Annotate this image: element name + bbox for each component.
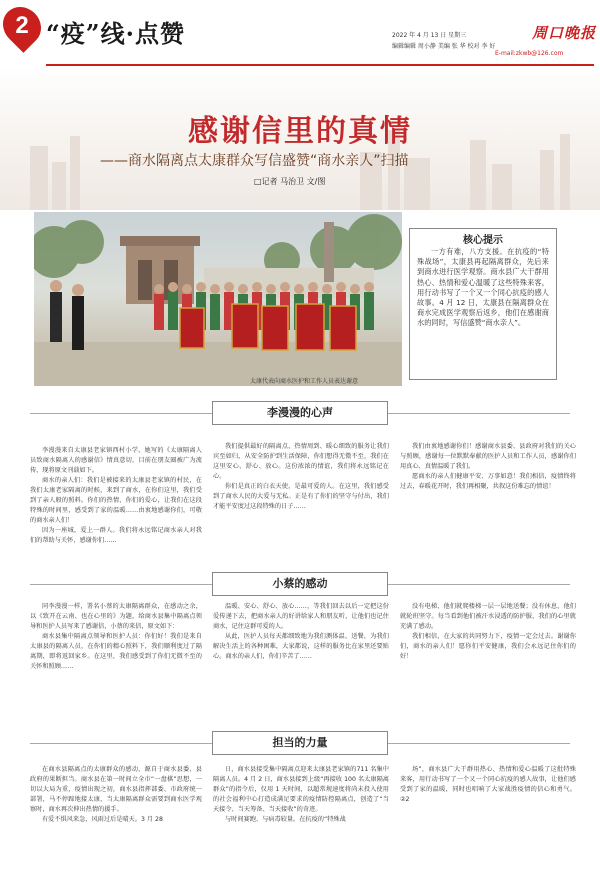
paragraph: 没有电梯，他们就爬楼梯一层一层地送餐；没有休息，他们就轮班坚守。每当看到他们被汗水浸透的防护服，我们的心里就充满了感动。: [400, 603, 576, 630]
paragraph: 你们是真正的白衣天使，是最可爱的人。在这里，我们感受到了商水人民的大爱与无私。正是有了你们的坚守与付出，我们才能平安度过这段特殊的日子……: [213, 483, 389, 510]
paragraph: 因为一座城，爱上一群人。我们将永远铭记商水亲人对我们的帮助与关怀，感谢你们……: [30, 527, 202, 544]
paragraph: 我们由衷地感谢你们！感谢商水县委、县政府对我们的关心与照顾，感谢每一位默默奉献的医护人员和工作人员，感谢你们用真心、真情温暖了我们。: [400, 443, 576, 470]
section-title: “疫”线·点赞: [46, 19, 185, 48]
section-2-column-3: [400, 602, 576, 720]
paragraph: 与时间赛跑、与病毒较量。在抗疫的“特殊战: [225, 816, 346, 823]
page-number: 2: [15, 12, 29, 39]
section-1-column-1: [30, 446, 202, 602]
byline: □记者 马治卫 文/图: [254, 177, 326, 186]
photo-caption: 太康代表向商水医护和工作人员表达谢意: [250, 378, 359, 385]
section-title-3: 担当的力量: [212, 731, 388, 755]
newspaper-logo: 周口晚报: [532, 24, 597, 42]
paragraph: 同李漫漫一样，署名小蔡的太康隔离群众，在感动之余，以《致开在云南、也在心里的》为题，给商水县集中隔离点领导和医护人员写来了感谢信，小蔡的来信，原文如下：: [30, 603, 202, 630]
paragraph: 商水县集中隔离点领导和医护人员：你们好！我们是来自太康县的隔离人员，在你们的精心照料下，我们顺利度过了隔离期，即将返回家乡。在这里，我们感受到了你们无微不至的关怀和照顾……: [30, 633, 202, 670]
core-tips-text: 一方有难，八方支援。在抗疫的“特殊战场”，太康县再起隔离群众，先后来到商水进行医学观察。商水县广大干群用热心、热情和爱心温暖了这些特殊来客，用行动书写了一个又一个同心抗疫的感人故事。4 月 12 日，太康县在隔离群众在商水完成医学观察后返乡，他们在感谢商水的同时，写信盛赞“商水亲人”。: [417, 247, 549, 328]
section-1-column-3: [400, 442, 576, 582]
staff-credits: 编辑编辑 周小静 美编 张 华 校对 李 好: [392, 43, 496, 50]
paragraph: 在商水县隔离点的太康群众的感动，源自于商水县委、县政府的果断担当。商水县在第一时间立全市“一盘棋”思想，一切以大局为重，疫情出现之初，商水县指挥部委、市政府统一部署，马不停蹄地接太康，当太康隔离群众需要到商水医学观察时，商水再次伸出热情的援手。: [30, 766, 202, 813]
paragraph: 有爱不惧风来急，风雨过后是晴天。3 月 28: [42, 816, 163, 823]
core-tips-title: 核心提示: [463, 235, 503, 246]
paragraph: 我们相信，在大家的共同努力下，疫情一定会过去。谢谢你们，商水的亲人们！愿你们平安健康，我们会永远记住你们的好！: [400, 633, 576, 660]
section-3-column-1: [30, 765, 202, 887]
paragraph: 从此，医护人员每天都细致地为我们测体温、送餐，为我们解决生活上的各种困难，大家都说，这样的服务比在家里还要贴心。商水的亲人们，你们辛苦了……: [213, 633, 389, 660]
section-1-column-2: [213, 442, 389, 582]
issue-date: 2022 年 4 月 13 日 星期三: [392, 32, 467, 39]
paragraph: 愿商水的亲人们健康平安、万事如意！我们相信，疫情终将过去，春暖花开时，我们再相聚，共叙这份难忘的情谊！: [400, 473, 576, 490]
contact-email: E-mail:zkwb@126.com: [495, 50, 564, 57]
news-photo: [34, 212, 402, 386]
paragraph: 我们提供最好的隔离点，热情周到、暖心细致的服务让我们宾至如归，从安全防护到生活保障，你们想得无微不至，我们在这里安心、舒心、放心。这份浓浓的情谊，我们将永远铭记在心。: [213, 443, 389, 480]
paragraph: 场”，商水县广大干群用热心、热情和爱心温暖了这批特殊来客，用行动书写了一个又一个同心抗疫的感人故事，让他们感受到了家的温暖，同时也唱响了大家战胜疫情的信心和勇气。②2: [400, 766, 576, 803]
section-title-1: 李漫漫的心声: [212, 401, 388, 425]
headline: 感谢信里的真情: [188, 114, 412, 149]
section-2-column-1: [30, 602, 202, 720]
photo-scene: [34, 212, 402, 386]
subheadline: ——商水隔离点太康群众写信盛赞“商水亲人”扫描: [100, 153, 409, 169]
section-3-column-3: [400, 765, 576, 887]
section-title-2: 小蔡的感动: [212, 572, 388, 596]
section-2-column-2: [213, 602, 389, 720]
paragraph: 李漫漫来自太康县老家镇西村小学，她写的《太康隔离人员致商水隔离人的感谢信》情真意切，目前在朋友圈被广为流传，现将原文刊载如下。: [30, 447, 202, 474]
paragraph: 温暖、安心、舒心、放心……，等我们回去以后一定把这份爱传递下去，把商水亲人的好讲给家人和朋友听，让他们也记住商水，记住这群可爱的人。: [213, 603, 389, 630]
section-3-column-2: [213, 765, 389, 887]
paragraph: 商水的亲人们：我们是被接来的太康县老家镇的村民，在我们太康老家隔离的时候，来到了商水，在你们这里，我们受到了亲人般的照料。你们的热情、你们的爱心，让我们在这段特殊的时间里，感受到了家的温暖……由衷地感谢你们，可敬的商水亲人们！: [30, 477, 202, 524]
paragraph: 日，商水县接受集中隔离点迎来太康县老家镇的711 名集中隔离人员。4 月 2 日，商水县接到上级“再接收 100 名太康隔离群众”的指令后，仅用 1 天时间，以超常规速度将尚未投入使用的社会福利中心打造成满足要求的疫情防控隔离点，创造了“当天接令、当天筹备、当天接收”的奇迹。: [213, 766, 389, 813]
